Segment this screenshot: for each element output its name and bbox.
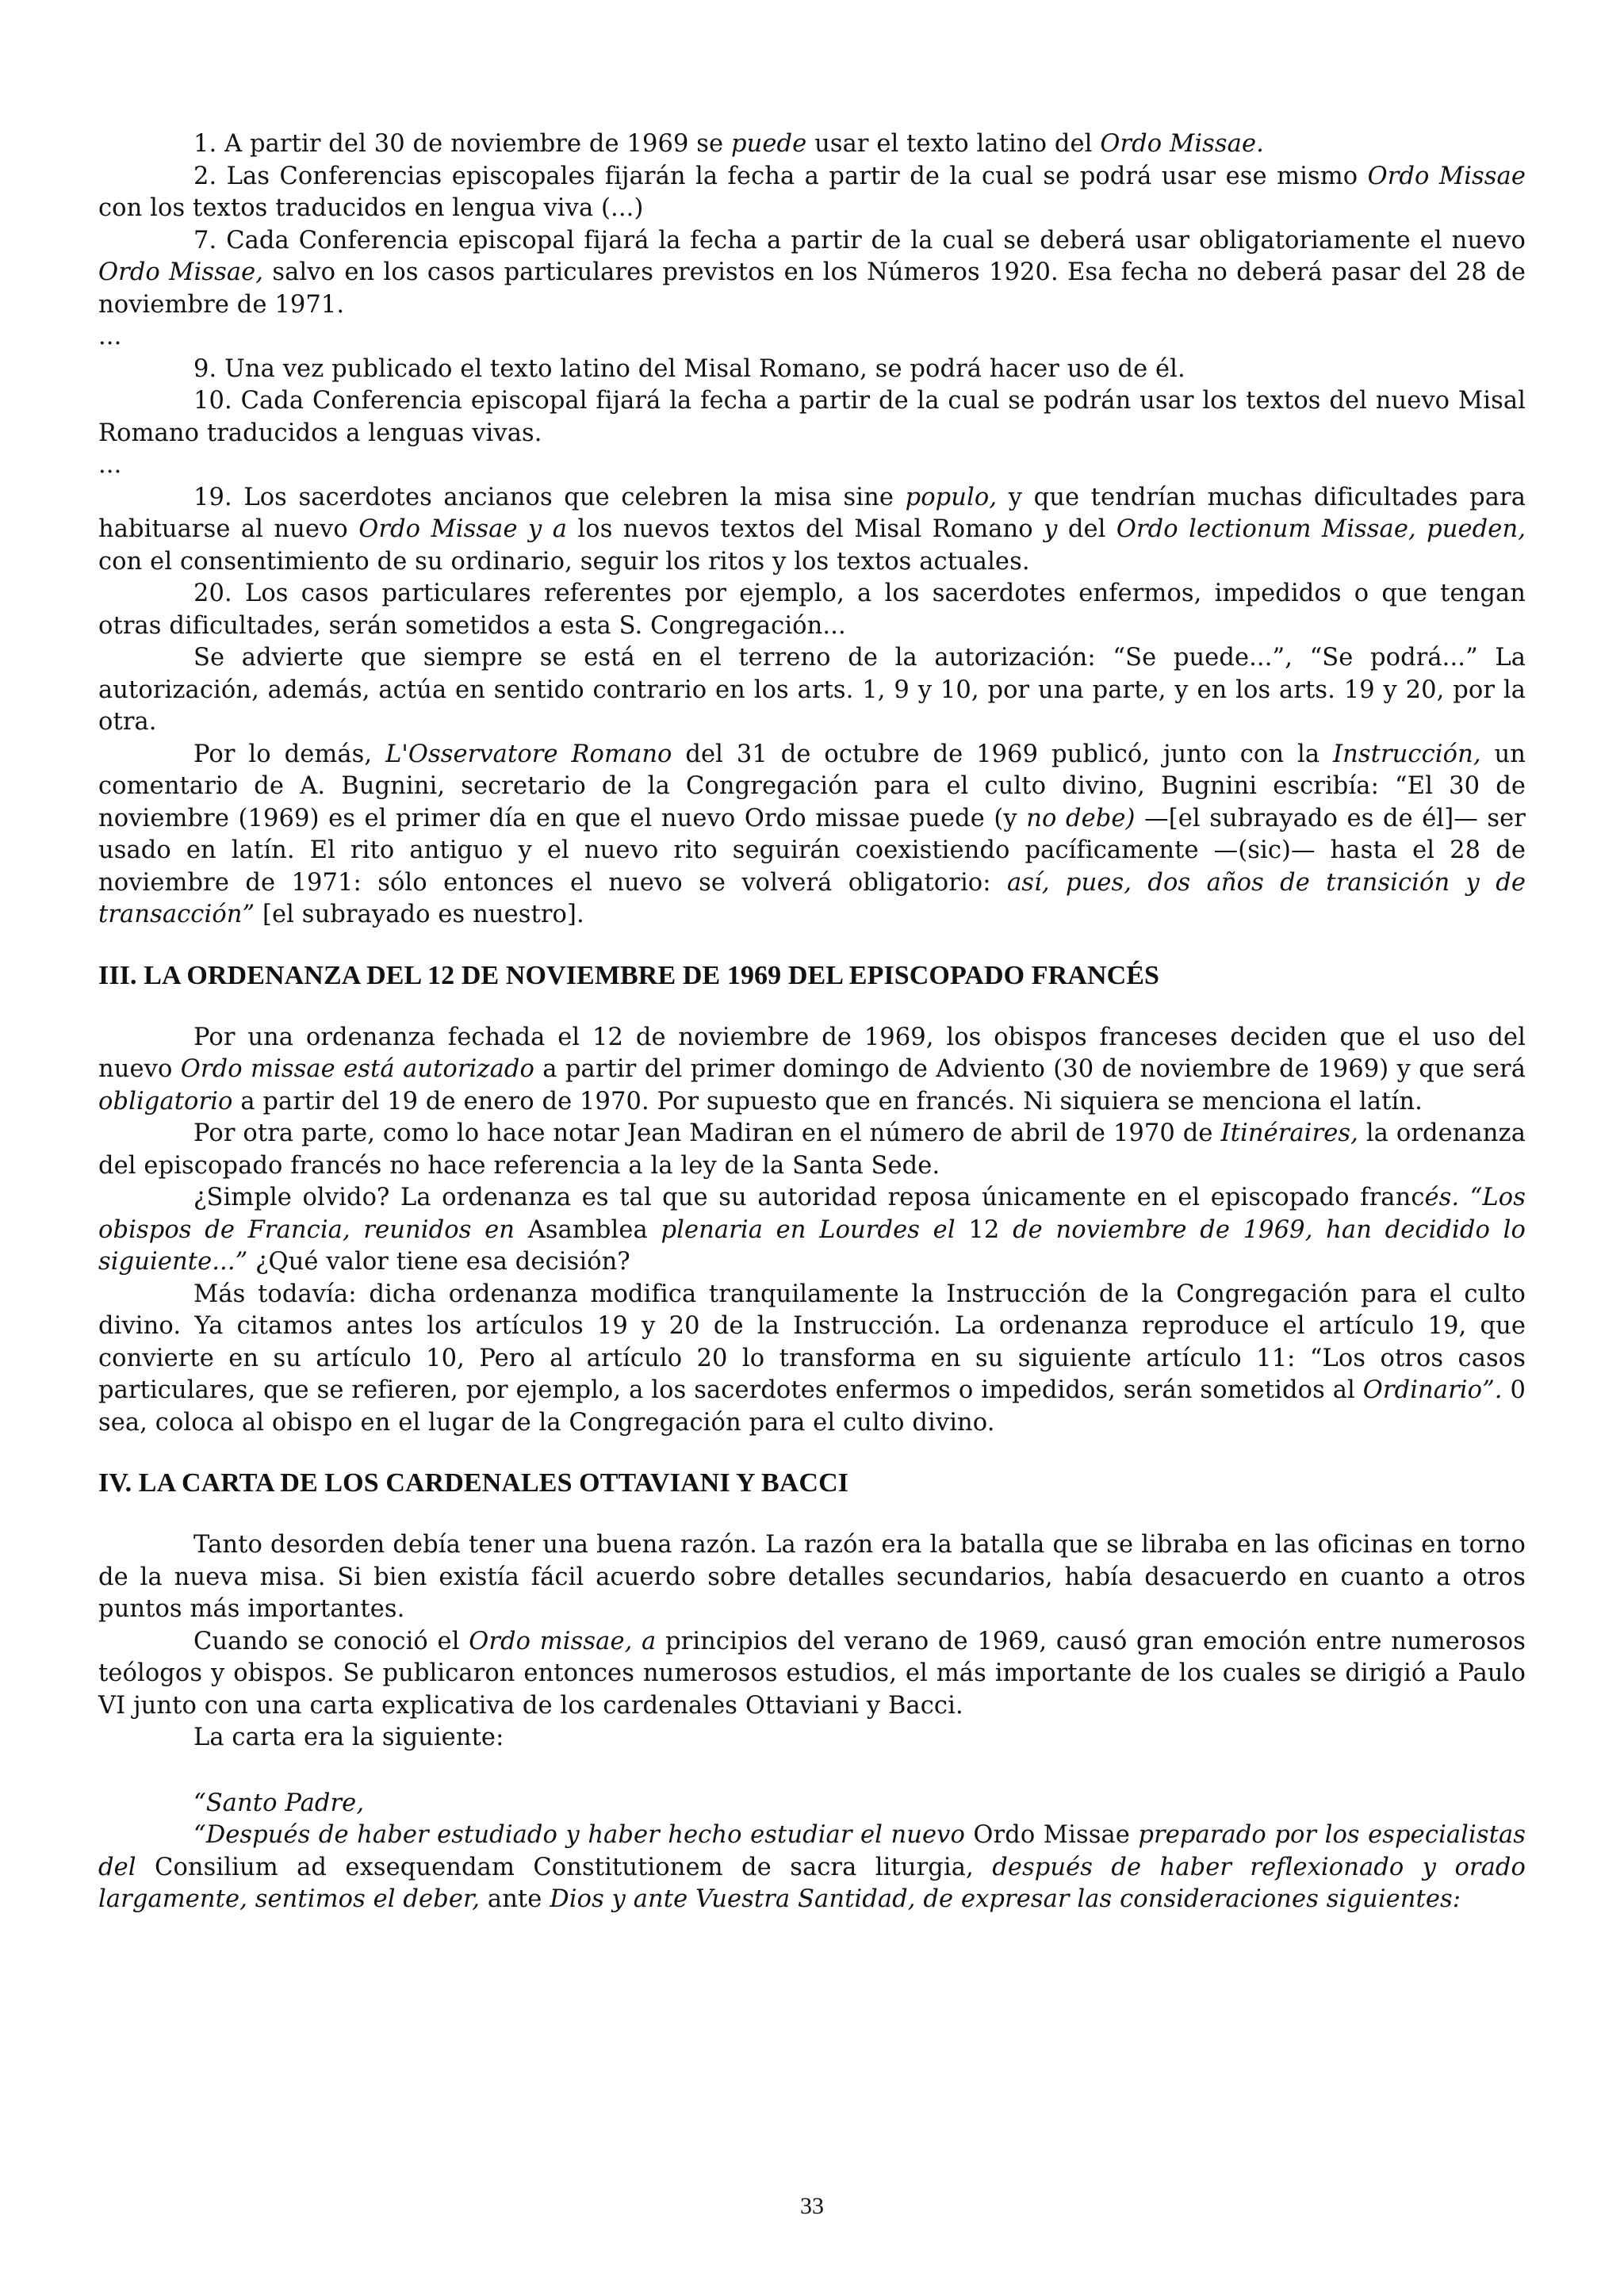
- italic-run: puede: [730, 130, 807, 158]
- paragraph: [98, 1722, 1526, 1755]
- paragraph: [98, 578, 1526, 642]
- section-3-body: [98, 1022, 1526, 1440]
- paragraph: [98, 385, 1526, 450]
- paragraph: [98, 739, 1526, 932]
- document-page: [98, 128, 1526, 1916]
- text-run: salvo en los casos particulares previstos en los Números 1920. Esa fecha no deberá pasar del 28 de noviembre de 1971.: [98, 258, 1526, 319]
- text-run: ...: [98, 323, 122, 350]
- paragraph: [98, 1279, 1526, 1440]
- paragraph: [98, 642, 1526, 739]
- paragraph: [98, 1182, 1526, 1279]
- text-run: del: [1057, 515, 1116, 543]
- text-run: Ordo Missae: [964, 1821, 1139, 1849]
- text-run: los nuevos textos del Misal Romano: [567, 515, 1044, 543]
- paragraph: [98, 128, 1526, 161]
- italic-run: Itinéraires,: [1220, 1119, 1358, 1147]
- text-run: la ordenanza del episcopado francés no hace referencia a la ley de la Santa Sede.: [98, 1119, 1526, 1180]
- text-run: ¿Qué valor tiene esa decisión?: [247, 1248, 630, 1276]
- paragraph: [98, 1118, 1526, 1182]
- text-run: Por lo demás,: [193, 740, 386, 768]
- text-run: 0 sea, coloca al obispo en el lugar de la Congregación para el culto divino.: [98, 1376, 1526, 1437]
- text-run: a partir del primer domingo de Adviento (30 de noviembre de 1969) y que será: [534, 1055, 1526, 1083]
- text-run: Se advierte que siempre se está en el terreno de la autorización: “Se puede...”, “Se podrá...” La autorización, además, actúa en sentido contrario en los arts. 1, 9 y 10, por una parte, y en los arts. 19 y 20, por la otra.: [98, 644, 1526, 736]
- page-number: 33: [800, 2193, 824, 2219]
- italic-run: Ordo Missae y a: [358, 515, 567, 543]
- paragraph: [98, 1788, 1526, 1820]
- text-run: con los textos traducidos en lengua viva (...): [98, 194, 644, 222]
- paragraph: [98, 1820, 1526, 1916]
- italic-run: y: [1044, 515, 1058, 543]
- text-run: principios del verano de 1969, causó gran emoción entre numerosos teólogos y obispos. Se publicaron entonces numerosos estudios, el más importante de los cuales se dirigió a Paulo VI junto con una carta explicativa de los cardenales Ottaviani y Bacci.: [98, 1627, 1526, 1720]
- italic-run: preparado por los especialistas del: [98, 1821, 1526, 1881]
- italic-run: no debe): [1026, 804, 1136, 832]
- italic-run: “Después de haber estudiado y haber hecho estudiar el nuevo: [193, 1821, 965, 1849]
- text-run: 12: [955, 1215, 1013, 1244]
- paragraph: [98, 482, 1526, 579]
- text-run: La carta era la siguiente:: [193, 1724, 504, 1751]
- section-4-body: [98, 1529, 1526, 1916]
- text-run: ante: [480, 1885, 550, 1913]
- italic-run: plenaria en Lourdes el: [661, 1215, 956, 1244]
- text-run: ¿Simple olvido? La ordenanza es tal que su autoridad reposa únicamente en el episcopado franc: [193, 1184, 1425, 1211]
- text-run: Por una ordenanza fechada el 12 de noviembre de 1969, los obispos franceses deciden que el uso del nuevo: [98, 1023, 1526, 1083]
- paragraph: [98, 354, 1526, 386]
- text-run: 1. A partir del 30 de noviembre de 1969 se: [193, 130, 731, 158]
- italic-run: Instrucción,: [1332, 740, 1481, 768]
- italic-run: és. “Los obispos de Francia, reunidos en: [98, 1184, 1526, 1244]
- section-2-articles: [98, 128, 1526, 932]
- text-run: —[el subrayado es de él]— ser usado en latín. El rito antiguo y el nuevo rito seguirán coexistiendo pacíficamente —(sic)— hasta el 28 de noviembre de 1971: sólo entonces el nuevo se volverá obligatorio:: [98, 804, 1526, 897]
- italic-run: después de haber reflexionado y orado largamente, sentimos el deber,: [98, 1853, 1526, 1913]
- italic-run: Dios y ante Vuestra Santidad, de expresar las consideraciones siguientes:: [550, 1885, 1461, 1913]
- paragraph: [98, 1529, 1526, 1626]
- text-run: 10. Cada Conferencia episcopal fijará la fecha a partir de la cual se podrán usar los textos del nuevo Misal Romano traducidos a lenguas vivas.: [98, 387, 1526, 447]
- paragraph: [98, 225, 1526, 322]
- italic-run: Ordo Missae: [1367, 162, 1526, 190]
- text-run: Por otra parte, como lo hace notar Jean Madiran en el número de abril de 1970 de: [193, 1119, 1221, 1147]
- italic-run: obligatorio: [98, 1087, 233, 1115]
- italic-run: de noviembre de 1969, han decidido lo siguiente...”: [98, 1215, 1526, 1276]
- text-run: 9. Una vez publicado el texto latino del Misal Romano, se podrá hacer uso de él.: [193, 354, 1185, 383]
- italic-run: L'Osservatore Romano: [385, 740, 672, 768]
- text-run: a partir del 19 de enero de 1970. Por supuesto que en francés. Ni siquiera se menciona el latín.: [232, 1087, 1423, 1115]
- paragraph: [98, 161, 1526, 225]
- italic-run: Ordo Missae,: [98, 258, 264, 286]
- text-run: con el consentimiento de su ordinario, seguir los ritos y los textos actuales.: [98, 547, 1030, 576]
- paragraph: [98, 1022, 1526, 1119]
- paragraph: [98, 1626, 1526, 1723]
- italic-run: Ordinario”.: [1362, 1376, 1503, 1404]
- italic-run: Ordo lectionum Missae, pueden,: [1116, 515, 1526, 543]
- text-run: usar el texto latino del: [806, 130, 1101, 158]
- text-run: 19. Los sacerdotes ancianos que celebren la misa sine: [193, 483, 906, 511]
- text-run: y que tendrían muchas dificultades para habituarse al nuevo: [98, 483, 1526, 543]
- ellipsis-line: [98, 321, 1526, 354]
- paragraph-gap: [98, 1755, 1526, 1788]
- text-run: Más todavía: dicha ordenanza modifica tranquilamente la Instrucción de la Congregación para el culto divino. Ya citamos antes los artículos 19 y 20 de la Instrucción. La ordenanza reproduce el artículo 19, que convierte en su artículo 10, Pero al artículo 20 lo transforma en su siguiente artículo 11: “Los otros casos particulares, que se refieren, por ejemplo, a los sacerdotes enfermos o impedidos, serán sometidos al: [98, 1280, 1526, 1404]
- section-heading-iv: IV. LA CARTA DE LOS CARDENALES OTTAVIANI Y BACCI: [98, 1468, 849, 1498]
- text-run: un comentario de A. Bugnini, secretario de la Congregación para el culto divino, Bugnini escribía: “El 30 de noviembre (1969) es el primer día en que el nuevo Ordo missae puede (y: [98, 740, 1526, 832]
- text-run: Consilium ad exsequendam Constitutionem de sacra liturgia,: [136, 1853, 993, 1881]
- italic-run: Ordo missae está autorizado: [180, 1055, 534, 1083]
- italic-run: “Santo Padre,: [193, 1789, 365, 1817]
- italic-run: populo,: [905, 483, 998, 511]
- text-run: Tanto desorden debía tener una buena razón. La razón era la batalla que se libraba en las oficinas en torno de la nueva misa. Si bien existía fácil acuerdo sobre detalles secundarios, había desacuerdo en cuanto a otros puntos más importantes.: [98, 1531, 1526, 1623]
- text-run: Asamblea: [515, 1215, 661, 1244]
- italic-run: Ordo missae, a: [469, 1627, 657, 1655]
- italic-run: Ordo Missae.: [1100, 130, 1264, 158]
- italic-run: así, pues, dos años de transición y de transacción”: [98, 868, 1526, 928]
- text-run: 20. Los casos particulares referentes por ejemplo, a los sacerdotes enfermos, impedidos o que tengan otras dificultades, serán sometidos a esta S. Congregación...: [98, 580, 1526, 640]
- ellipsis-line: [98, 450, 1526, 482]
- text-run: del 31 de octubre de 1969 publicó, junto con la: [672, 740, 1333, 768]
- text-run: ...: [98, 451, 122, 479]
- section-heading-iii: III. LA ORDENANZA DEL 12 DE NOVIEMBRE DE 1969 DEL EPISCOPADO FRANCÉS: [98, 960, 1160, 990]
- text-run: Cuando se conoció el: [193, 1627, 469, 1655]
- text-run: 7. Cada Conferencia episcopal fijará la fecha a partir de la cual se deberá usar obligatoriamente el nuevo: [193, 226, 1526, 254]
- text-run: 2. Las Conferencias episcopales fijarán la fecha a partir de la cual se podrá usar ese mismo: [193, 162, 1368, 190]
- text-run: [el subrayado es nuestro].: [255, 901, 584, 928]
